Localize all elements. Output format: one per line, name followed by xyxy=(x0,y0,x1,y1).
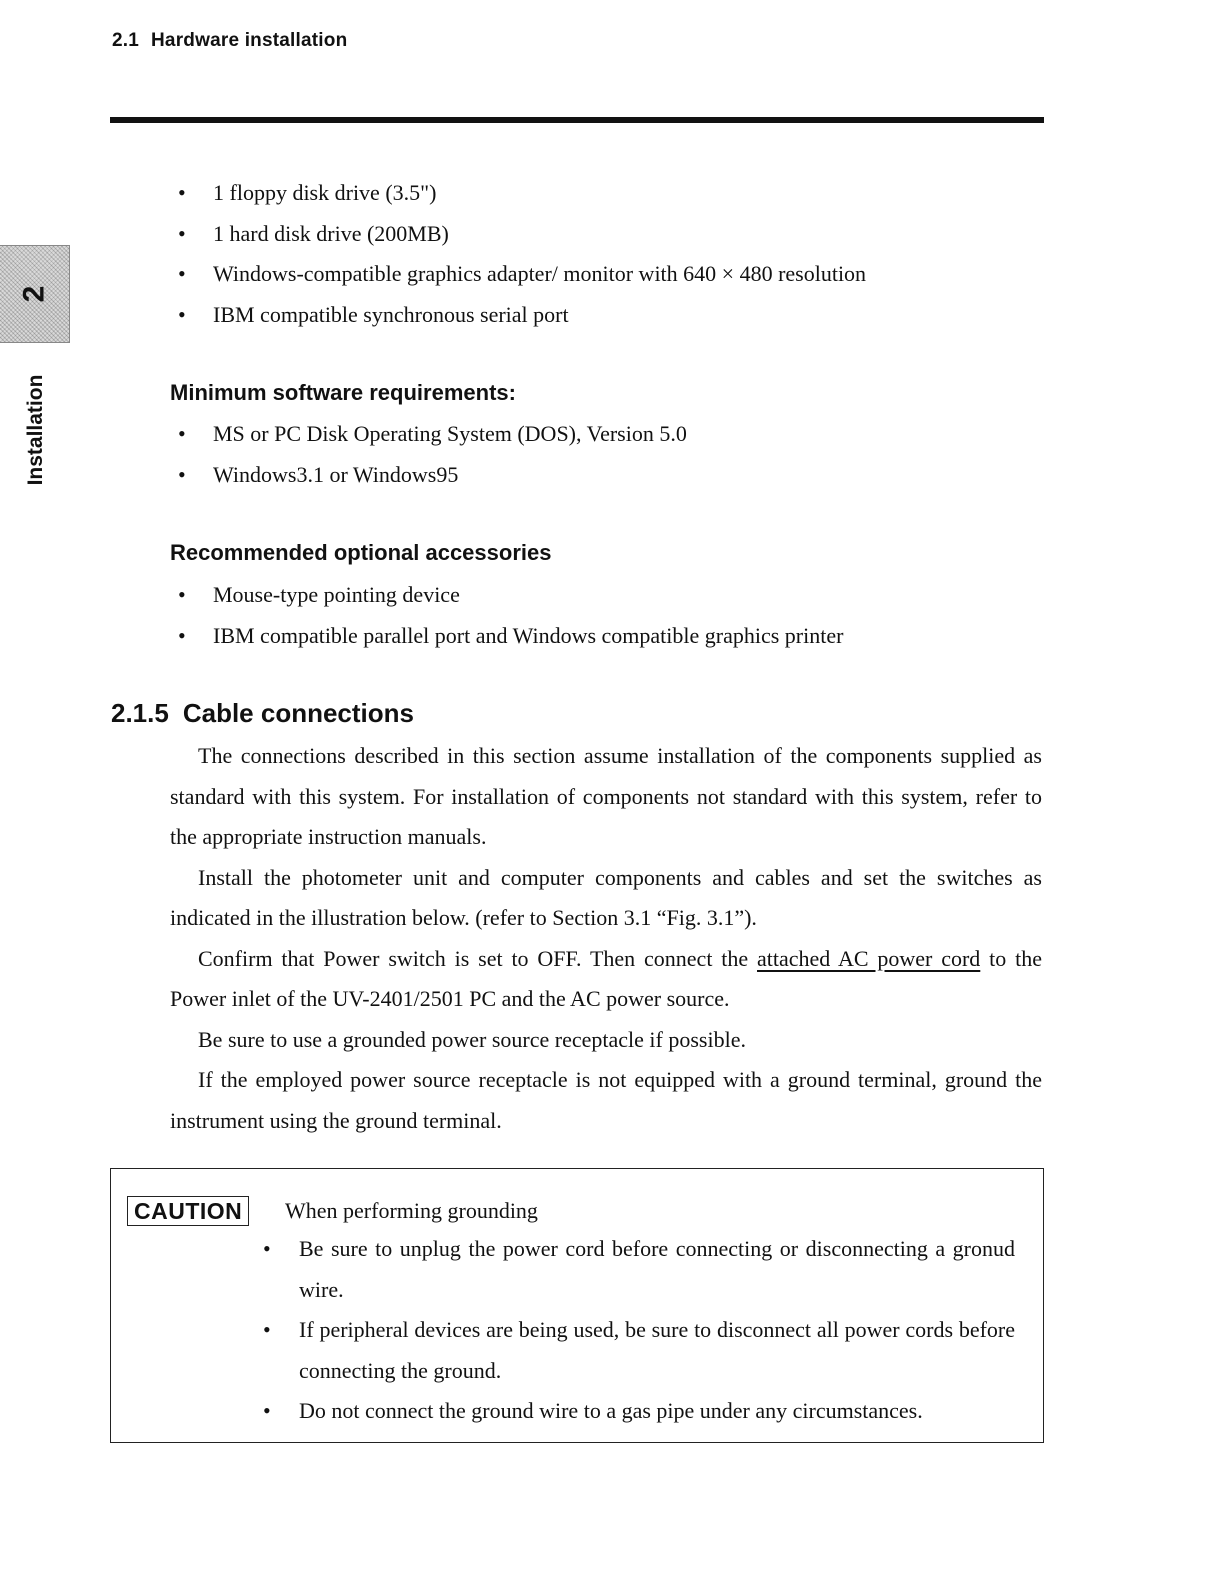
section-title: Cable connections xyxy=(182,698,414,728)
running-header xyxy=(112,30,347,52)
list-item: • IBM compatible synchronous serial port xyxy=(178,301,569,327)
section-heading xyxy=(111,698,414,729)
caution-label: CAUTION xyxy=(127,1196,249,1226)
section-number: 2.1.5 xyxy=(111,698,169,728)
header-section-number: 2.1 xyxy=(112,30,140,51)
section-body xyxy=(170,736,1042,1141)
list-item: • Mouse-type pointing device xyxy=(178,582,460,607)
list-item: • Windows-compatible graphics adapter/ monitor with 640 × 480 resolution xyxy=(178,261,867,286)
paragraph: If the employed power source receptacle is not equipped with a ground terminal, ground the instrument using the ground terminal. xyxy=(170,1067,1042,1133)
paragraph: Be sure to use a grounded power source receptacle if possible. xyxy=(198,1026,746,1052)
accessories-heading: Recommended optional accessories xyxy=(170,540,552,565)
caution-title: When performing grounding xyxy=(285,1198,538,1223)
caution-box xyxy=(110,1168,1044,1443)
accessories-list xyxy=(170,575,843,656)
software-requirements-list xyxy=(170,414,687,495)
list-item: • IBM compatible parallel port and Windows compatible graphics printer xyxy=(178,622,844,648)
paragraph: Install the photometer unit and computer components and cables and set the switches as indicated in the illustration below. (refer to Section 3.1 “Fig. 3.1”). xyxy=(170,864,1042,930)
header-rule xyxy=(110,117,1044,123)
list-item: • Do not connect the ground wire to a gas pipe under any circumstances. xyxy=(263,1398,923,1423)
list-item: • Be sure to unplug the power cord before connecting or disconnecting a gronud wire. xyxy=(263,1236,1015,1302)
underlined-phrase: attached AC power cord xyxy=(757,945,981,971)
caution-list xyxy=(263,1229,1015,1432)
paragraph: The connections described in this section assume installation of the components supplied as standard with this system. For installation of components not standard with this system, refer to the appropriate instruction manuals. xyxy=(170,743,1042,849)
header-section-title: Hardware installation xyxy=(151,30,348,51)
list-item: • If peripheral devices are being used, be sure to disconnect all power cords before connecting the ground. xyxy=(263,1317,1015,1383)
software-heading: Minimum software requirements: xyxy=(170,380,516,405)
list-item: • 1 floppy disk drive (3.5") xyxy=(178,180,437,205)
hardware-requirements-list xyxy=(170,173,866,335)
list-item: • 1 hard disk drive (200MB) xyxy=(178,220,449,246)
list-item: • MS or PC Disk Operating System (DOS), Version 5.0 xyxy=(178,421,687,446)
side-chapter-label: Installation xyxy=(24,374,47,486)
chapter-number: 2 xyxy=(17,285,51,303)
chapter-tab xyxy=(0,245,70,343)
list-item: • Windows3.1 or Windows95 xyxy=(178,461,459,487)
paragraph: Confirm that Power switch is set to OFF. Then connect the attached AC power cord to the Power inlet of the UV-2401/2501 PC and the AC power source. xyxy=(170,945,1042,1011)
